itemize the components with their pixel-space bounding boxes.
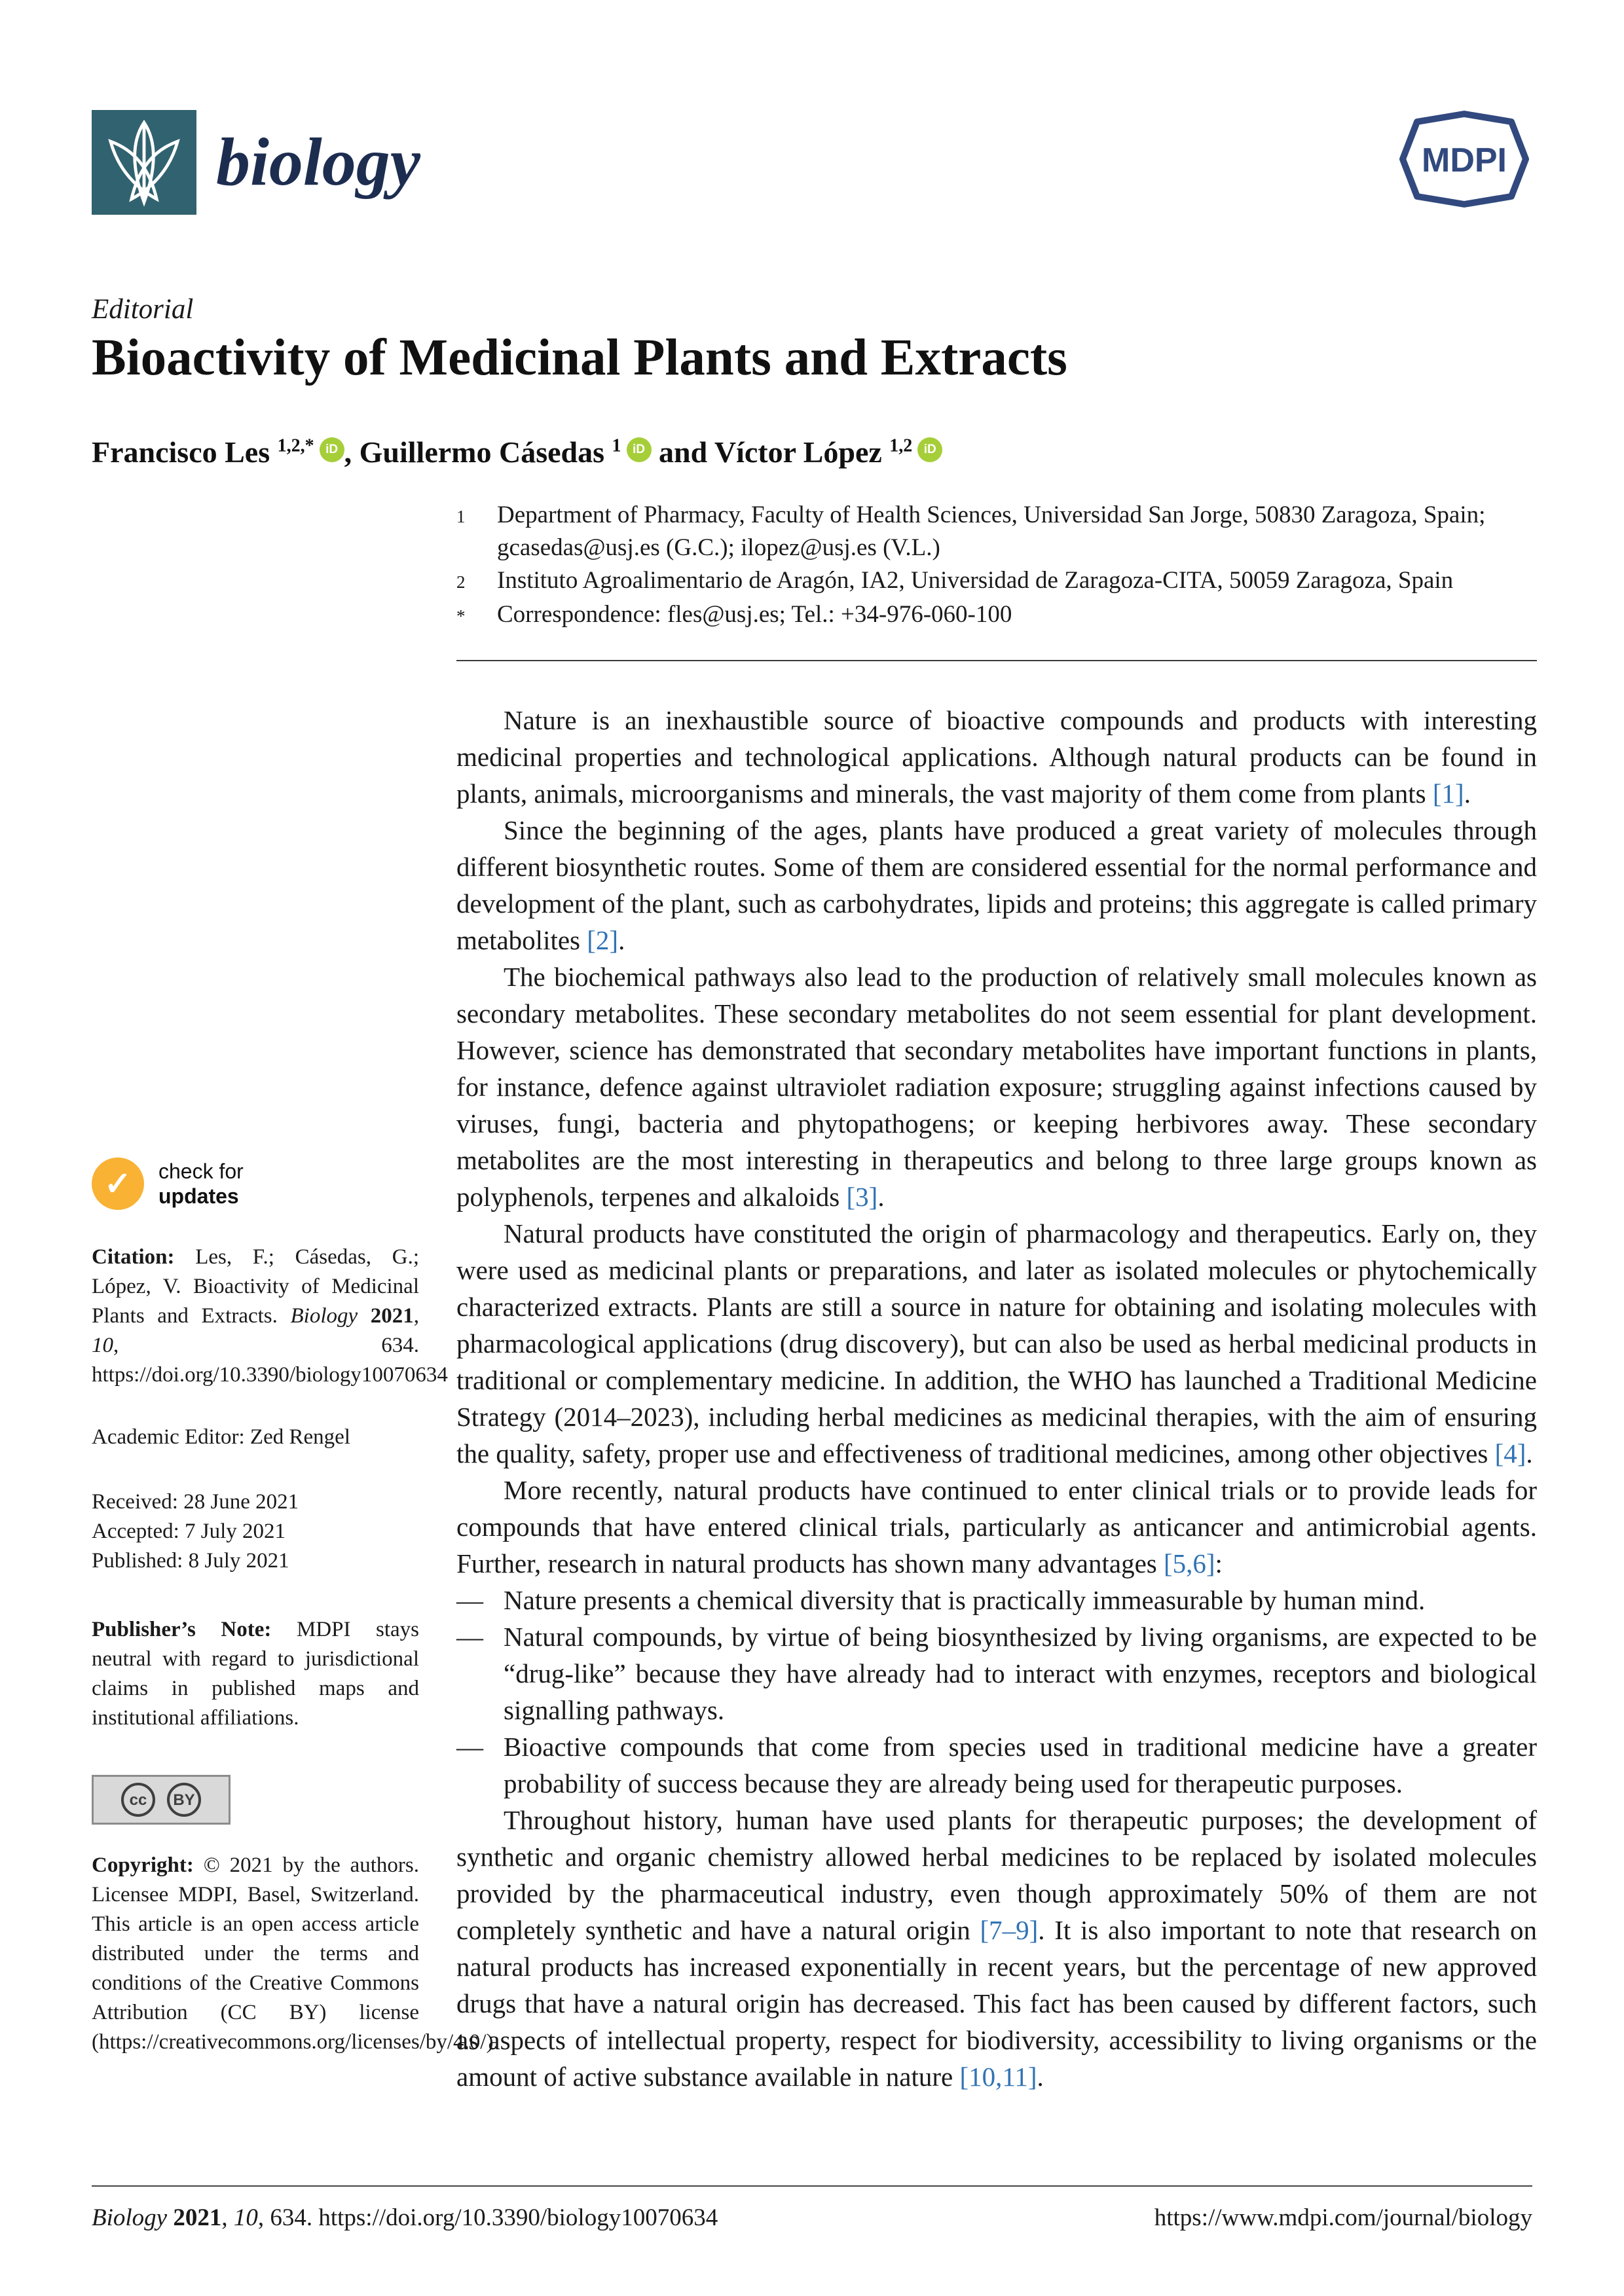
check-for-updates-badge[interactable] [92,1157,419,1210]
paragraph: Nature is an inexhaustible source of bioactive compounds and products with interesting medicinal properties and technological applications. Although natural products can be found in plants, animals, microorganisms and minerals, the vast majority of them come from plants [1]. [456,705,1537,809]
page-title: Bioactivity of Medicinal Plants and Extracts [92,329,1067,386]
citation-ref[interactable]: [1] [1432,778,1464,809]
orcid-icon[interactable]: iD [320,437,344,462]
check-icon: ✓ [92,1157,144,1210]
dates-block [92,1487,419,1576]
author [714,435,942,469]
citation-block: Citation: Les, F.; Cásedas, G.; López, V. Bioactivity of Medicinal Plants and Extracts. Biology 2021, 10, 634. https://doi.org/10.3390/biology10070634 [92,1245,448,1387]
affiliation-row [456,564,1537,598]
footer-divider [92,2185,1532,2187]
authors-line [92,435,942,469]
author-separator: , [344,435,360,469]
check-for-updates-label: check for updates [158,1159,244,1208]
header-divider [456,660,1537,661]
citation-ref[interactable]: [4] [1494,1438,1526,1468]
page-header [92,110,1532,215]
affiliation-text: Department of Pharmacy, Faculty of Health Sciences, Universidad San Jorge, 50830 Zaragoza, Spain; gcasedas@usj.es (G.C.); ilopez@usj.es (V.L.) [497,501,1486,561]
cc-icon: cc [121,1783,155,1817]
page-footer [92,2204,1532,2232]
citation-doi-link[interactable]: , 634. https://doi.org/10.3390/biology10070634 [92,1334,448,1387]
cc-by-logo [92,1775,231,1825]
citation-ref[interactable]: [3] [846,1182,878,1212]
paragraph: Natural products have constituted the origin of pharmacology and therapeutics. Early on, they were used as medicinal plants or preparations, and later as isolated molecules or phytochemically characterized extracts. Plants are still a source in nature for obtaining and isolating molecules with pharmacological applications (drug discovery), but can also be used as herbal medicinal products in traditional or complementary medicine. In addition, the WHO has launched a Traditional Medicine Strategy (2014–2023), including herbal medicines as medicinal therapies, with the aim of ensuring the quality, safety, proper use and effectiveness of traditional medicines, among other objectives [4]. [456,1218,1537,1468]
biology-logo-icon [92,110,196,215]
affiliation-row [456,499,1537,564]
author-affil-marker: 1,2 [889,435,913,456]
affiliation-text: Instituto Agroalimentario de Aragón, IA2, Universidad de Zaragoza-CITA, 50059 Zaragoza, Spain [497,567,1454,594]
list-item-dash: — [456,1622,483,1652]
list-item: — Natural compounds, by virtue of being biosynthesized by living organisms, are expected to be “drug-like” because they have already had to interact with enzymes, receptors and biological signalling pathways. [456,1618,1537,1728]
orcid-icon[interactable]: iD [627,437,652,462]
list-item: — Nature presents a chemical diversity that is practically immeasurable by human mind. [456,1582,1537,1618]
author-name: Francisco Les [92,435,278,469]
correspondence-text: Correspondence: fles@usj.es; Tel.: +34-976-060-100 [497,601,1012,628]
citation-label: Citation: [92,1245,196,1269]
correspondence-row [456,598,1537,632]
correspondence-marker: * [456,606,466,626]
orcid-icon[interactable]: iD [917,437,942,462]
accepted-date: Accepted: 7 July 2021 [92,1520,286,1543]
footer-journal-url[interactable]: https://www.mdpi.com/journal/biology [1154,2204,1532,2231]
author [360,435,714,469]
footer-doi-link[interactable]: , 634. https://doi.org/10.3390/biology10070634 [257,2204,718,2231]
affiliations-block [456,499,1537,632]
footer-citation: Biology 2021, 10, 634. https://doi.org/10.3390/biology10070634 [92,2204,718,2231]
article-body [456,702,1537,2095]
mdpi-logo-text: MDPI [1422,141,1507,179]
academic-editor-block: Academic Editor: Zed Rengel [92,1425,350,1449]
publishers-note-block: Publisher’s Note: MDPI stays neutral with regard to jurisdictional claims in published maps and institutional affiliations. [92,1618,419,1730]
paragraph: More recently, natural products have continued to enter clinical trials or to provide leads for compounds that have entered clinical trials, particularly as anticancer and antimicrobial agents. Further, research in natural products has shown many advantages [5,6]: [456,1475,1537,1578]
mdpi-logo[interactable] [1396,110,1532,208]
author-affil-marker: 1 [612,435,621,456]
sidebar [92,1157,499,2057]
author-name: Víctor López [714,435,890,469]
paragraph: Throughout history, human have used plants for therapeutic purposes; the development of synthetic and organic chemistry allowed herbal medicines to be replaced by isolated molecules provided by the pharmaceutical industry, even though approximately 50% of them are not completely synthetic and have a natural origin [7–9]. It is also important to note that research on natural products has increased exponentially in recent years, but the percentage of new approved drugs that have a natural origin has decreased. This fact has been caused by different factors, such as aspects of intellectual property, respect for biodiversity, accessibility to living organisms or the amount of active substance available in nature [10,11]. [456,1805,1537,2092]
author-separator: and [651,435,714,469]
list-item: — Bioactive compounds that come from species used in traditional medicine have a greater probability of success because they are already being used for therapeutic purposes. [456,1728,1537,1802]
copyright-block: Copyright: © 2021 by the authors. Licensee MDPI, Basel, Switzerland. This article is an open access article distributed under the terms and conditions of the Creative Commons Attribution (CC BY) license (https://creativecommons.org/licenses/by/4.0/). [92,1853,499,2054]
affiliation-marker: 2 [456,572,466,592]
publishers-note-label: Publisher’s Note: [92,1618,297,1641]
paragraph: The biochemical pathways also lead to the production of relatively small molecules known as secondary metabolites. These secondary metabolites do not seem essential for plant development. However, science has demonstrated that secondary metabolites have important functions in plants, for instance, defence against ultraviolet radiation exposure; struggling against infections caused by viruses, fungi, bacteria and phytopathogens; or keeping herbivores away. These secondary metabolites are the most interesting in therapeutics and belong to three large groups known as polyphenols, terpenes and alkaloids [3]. [456,962,1537,1212]
author-name: Guillermo Cásedas [359,435,612,469]
citation-ref[interactable]: [10,11] [959,2062,1037,2092]
citation-ref[interactable]: [2] [587,925,619,955]
affiliation-marker: 1 [456,507,466,526]
author-affil-marker: 1,2,* [277,435,314,456]
list-item-dash: — [456,1585,483,1615]
by-icon: BY [167,1783,201,1817]
list-item-dash: — [456,1732,483,1762]
citation-ref[interactable]: [7–9] [980,1915,1039,1945]
citation-ref[interactable]: [5,6] [1163,1548,1215,1578]
author [92,435,360,469]
article-type-label: Editorial [92,294,194,325]
received-date: Received: 28 June 2021 [92,1490,299,1514]
journal-brand[interactable] [92,110,420,215]
cc-license-badge[interactable] [92,1775,419,1825]
journal-name: biology [216,124,420,200]
published-date: Published: 8 July 2021 [92,1549,289,1573]
copyright-label: Copyright: [92,1853,204,1877]
paragraph: Since the beginning of the ages, plants have produced a great variety of molecules through different biosynthetic routes. Some of them are considered essential for the normal performance and development of the plant, such as carbohydrates, lipids and proteins; this aggregate is called primary metabolites [2]. [456,815,1537,955]
